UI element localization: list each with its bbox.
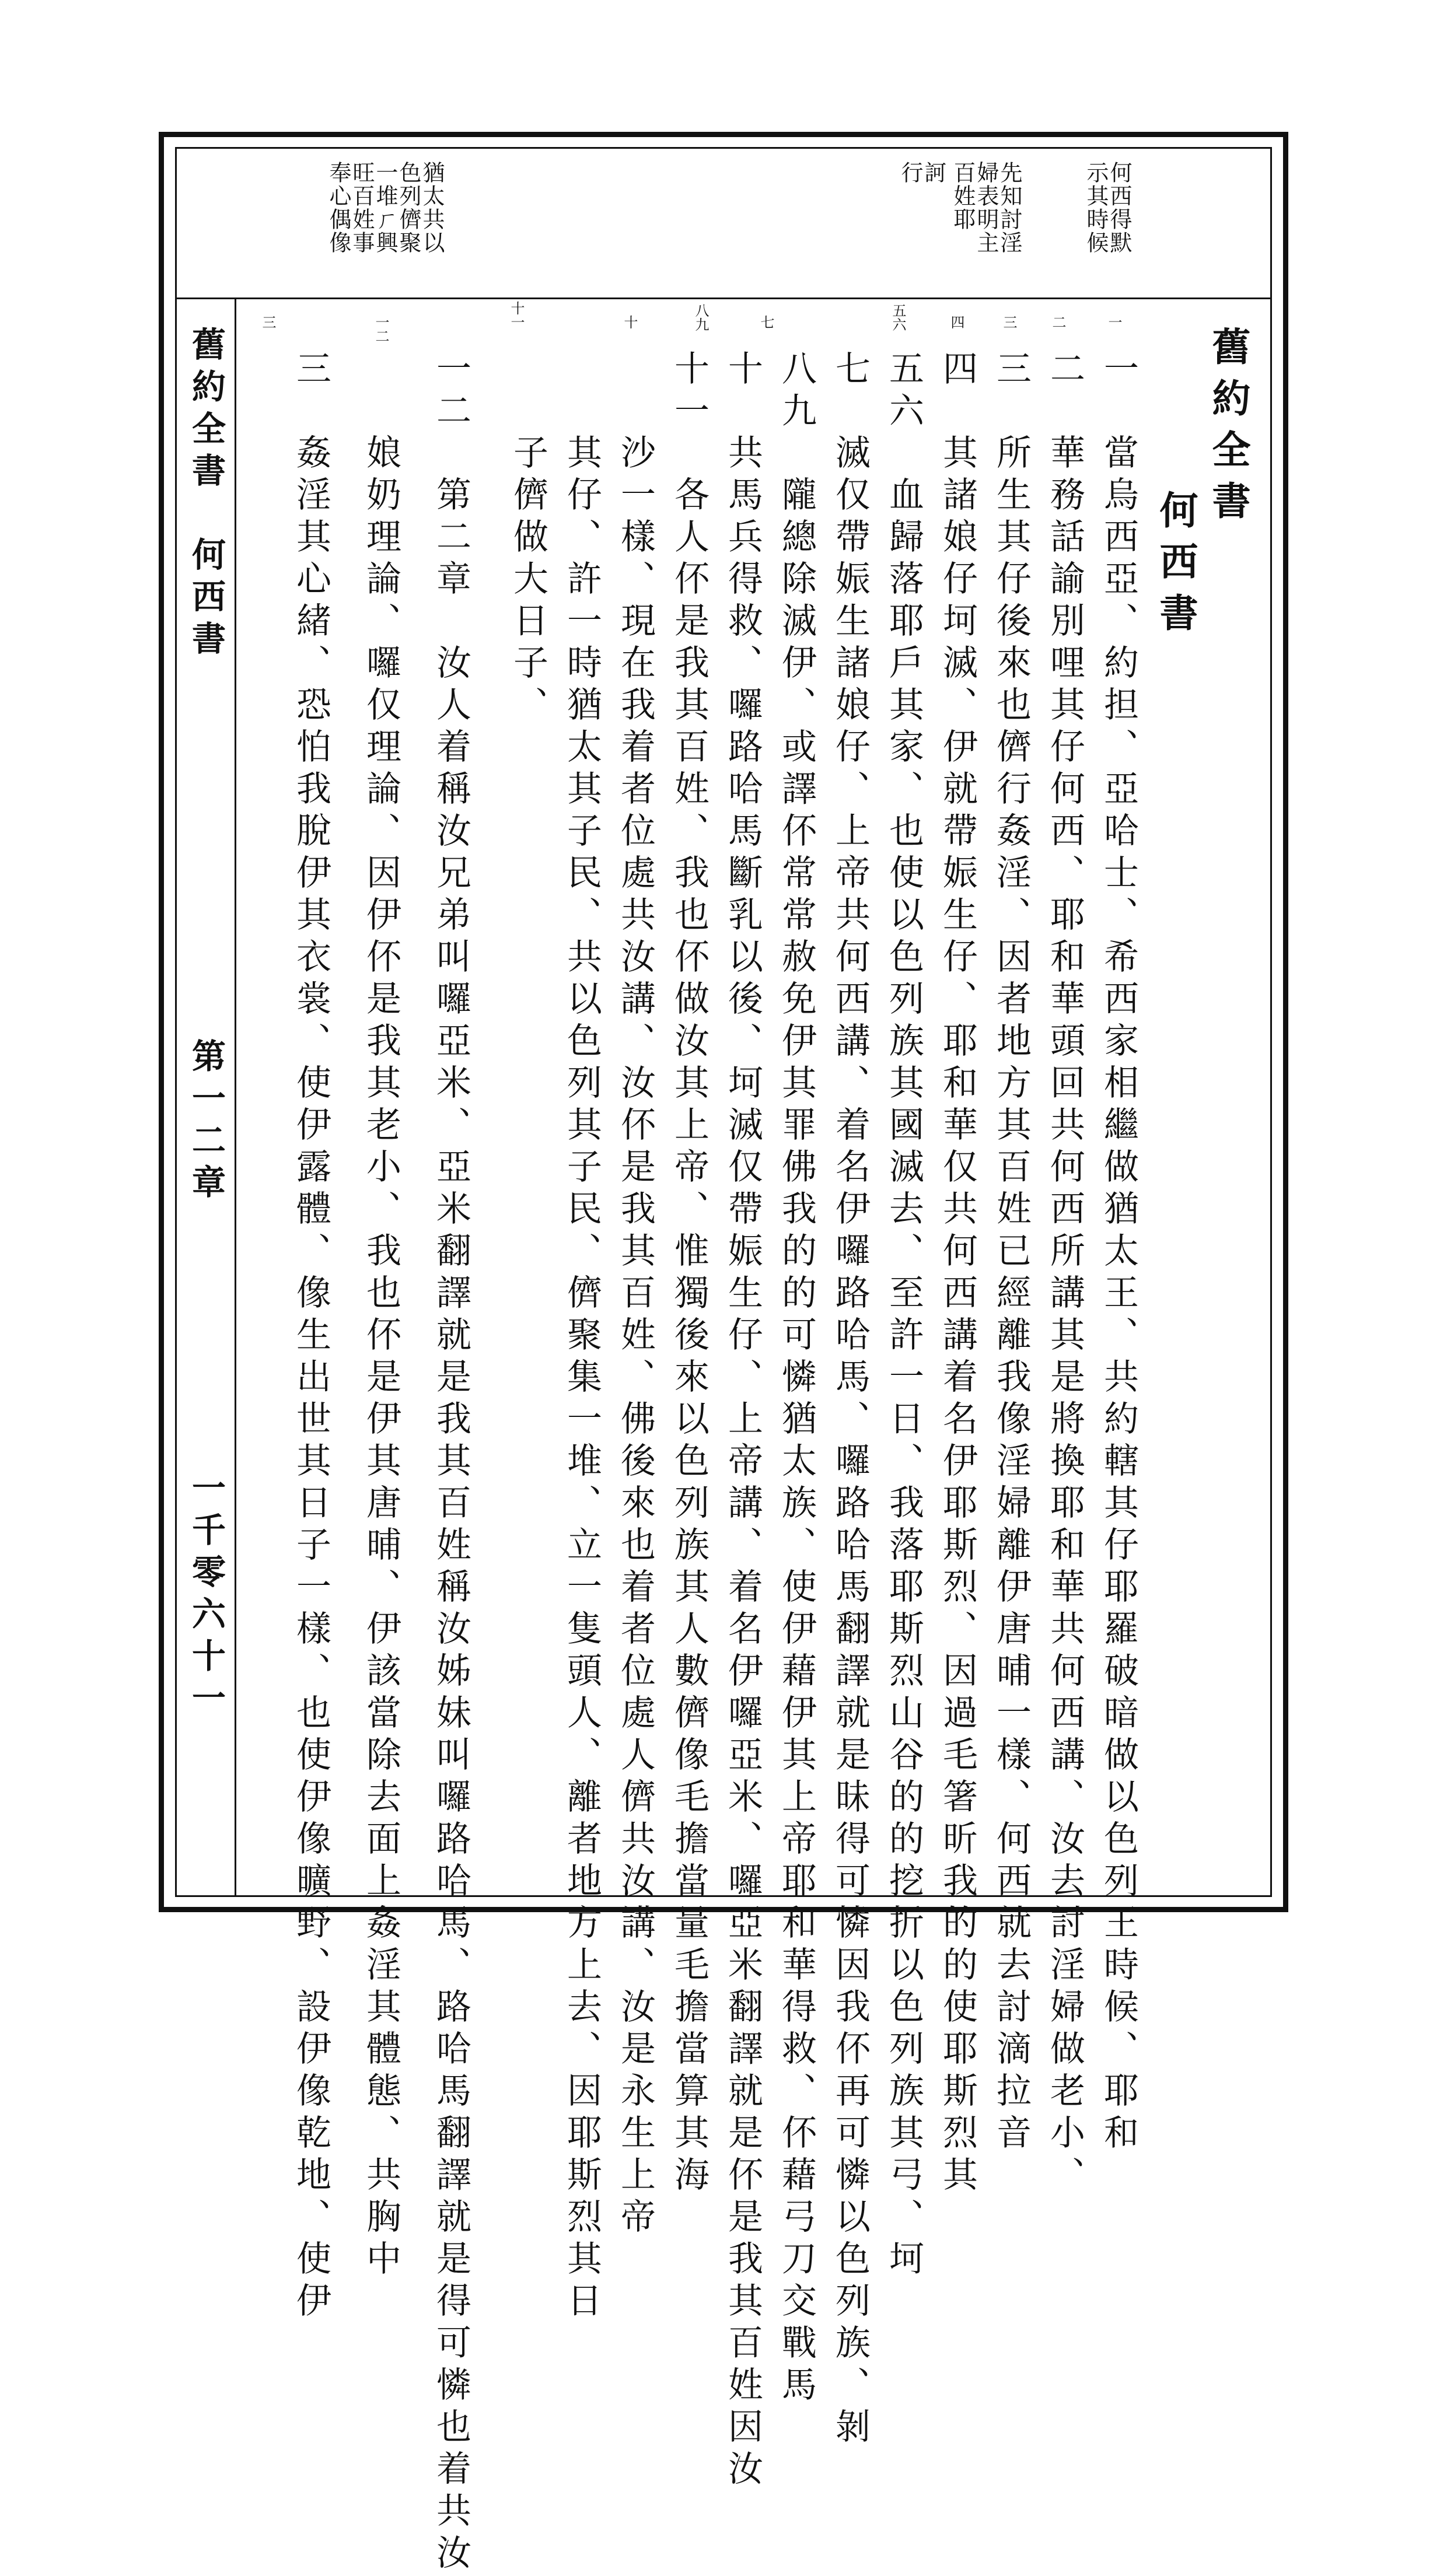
text-column: 十一 各人伓是我其百姓、我也伓做汝其上帝、惟獨後來以色列族其人數儕像毛擔當量毛擔當算其海 [669, 350, 709, 2198]
text-column: 二 華務話諭別哩其仔何西、耶和華頭回共何西所講其是將換耶和華共何西講、汝去討淫婦做老小、 [1044, 350, 1085, 2198]
text-column: 其仔、許一時猶太其子民、共以色列其子民、儕聚集一堆、立一隻頭人、離者地方上去、因耶斯烈其日 [561, 350, 602, 2324]
book-name: 何西書 [1153, 490, 1198, 644]
page-number: 一千零六十一 [186, 1470, 226, 1722]
text-column: 三 所生其仔後來也儕行姦淫、因者地方其百姓已經離我像淫婦離伊唐晡一樣、何西就去討滴拉音 [991, 350, 1032, 2156]
verse-number: 二 [1050, 315, 1066, 329]
text-column: 一二 第二章 汝人着稱汝兄弟叫囉亞米、亞米翻譯就是我其百姓稱汝姊妹叫囉路哈馬、路哈馬翻譯就是得可憐也着共汝 [431, 350, 471, 2576]
verse-number: 三 [1001, 315, 1017, 329]
verse-number: 八九 [693, 303, 709, 331]
running-head-title: 舊約全書 何西書 [186, 327, 226, 663]
verse-number: 五六 [890, 303, 906, 331]
verse-number: 七 [758, 315, 774, 329]
top-margin-rule [175, 298, 1272, 299]
verse-number: 四 [948, 315, 964, 329]
marginal-note: 猶太共以 色列儕聚 一堆ㄏ興 旺百姓事 奉心偶像 [326, 161, 445, 254]
marginal-note: 訶 行 [897, 161, 946, 184]
text-column: 沙一樣、現在我着者位處共汝講、汝伓是我其百姓、佛後來也着者位處人儕共汝講、汝是永生上帝 [615, 350, 656, 2240]
marginal-note: 何西得默 示其時候 [1083, 161, 1132, 254]
text-column: 三 姦淫其心緒、恐怕我脫伊其衣裳、使伊露體、像生出世其日子一樣、也使伊像曠野、設伊像乾地、使伊 [291, 350, 331, 2324]
running-head-rule [235, 298, 236, 1897]
text-column: 娘奶理論、囉仅理論、因伊伓是我其老小、我也伓是伊其唐晡、伊該當除去面上姦淫其體態、共胸中 [361, 350, 401, 2282]
text-column: 子儕做大日子、 [508, 350, 548, 728]
verse-number: 一 [1106, 315, 1122, 329]
verse-number: 十 [621, 315, 638, 329]
verse-number: 三 [260, 315, 276, 329]
verse-number: 一二 [373, 315, 389, 343]
text-column: 一 當烏西亞、約担、亞哈士、希西家相繼做猶太王、共約轄其仔耶羅破暗做以色列王時候、耶和 [1098, 350, 1139, 2156]
marginal-note: 先知討淫 婦表明主 百姓耶 [950, 161, 1022, 254]
text-column: 十 共馬兵得救、囉路哈馬斷乳以後、坷滅仅帶娠生仔、上帝講、着名伊囉亞米、囉亞米翻譯就是伓是我其百姓因汝 [722, 350, 763, 2492]
text-column: 八九 隴總除滅伊、或譯伓常常赦免伊其罪佛我的的可憐猶太族、使伊藉伊其上帝耶和華得救、伓藉弓刀交戰馬 [776, 350, 817, 2408]
text-column: 七 滅仅帶娠生諸娘仔、上帝共何西講、着名伊囉路哈馬、囉路哈馬翻譯就是昧得可憐因我伓再可憐以色列族、剝 [830, 350, 871, 2450]
text-column: 四 其諸娘仔坷滅、伊就帶娠生仔、耶和華仅共何西講着名伊耶斯烈、因過毛箸昕我的的使耶斯烈其 [937, 350, 978, 2198]
verse-number: 十一 [508, 301, 525, 329]
book-title: 舊約全書 [1205, 327, 1251, 532]
running-head-chapter: 第一二章 [186, 1038, 226, 1206]
text-column: 五六 血歸落耶戶其家、也使以色列族其國滅去、至許一日、我落耶斯烈山谷的的挖折以色列族其弓、坷 [883, 350, 924, 2282]
